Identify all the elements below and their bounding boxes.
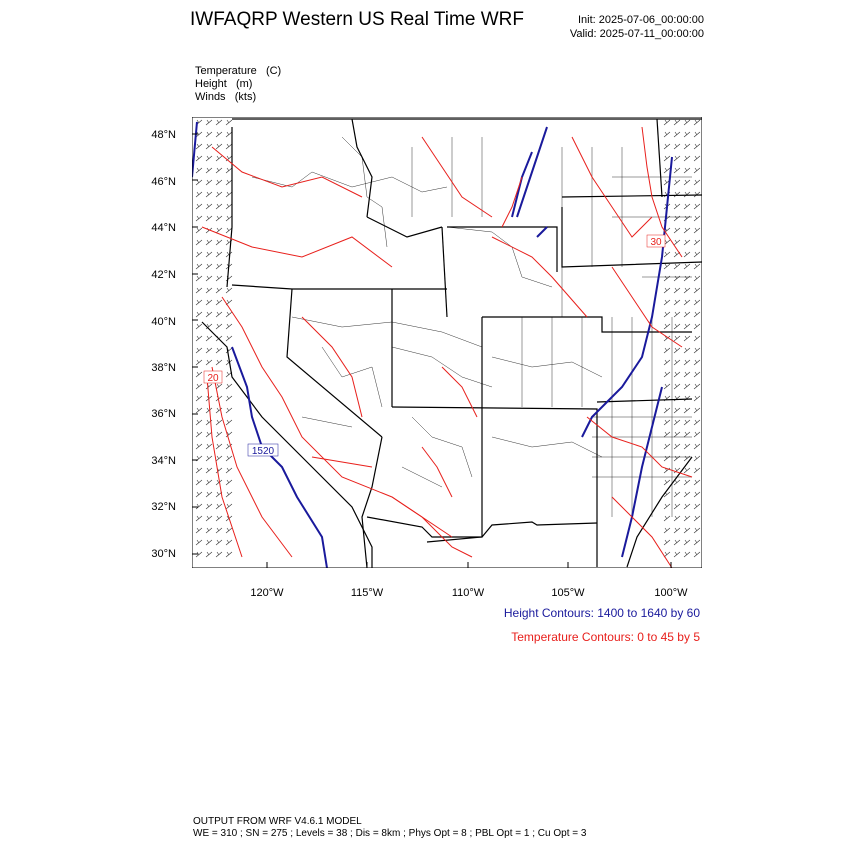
lon-label: 110°W xyxy=(451,587,485,599)
lat-label: 48°N xyxy=(151,129,176,141)
height-legend: Height Contours: 1400 to 1640 by 60 xyxy=(503,606,700,620)
temp-label-20: 20 xyxy=(207,373,219,384)
lat-label: 36°N xyxy=(151,408,176,420)
lon-label: 105°W xyxy=(551,587,585,599)
lat-label: 40°N xyxy=(151,316,176,328)
footer-model: OUTPUT FROM WRF V4.6.1 MODEL xyxy=(193,816,362,827)
weather-map xyxy=(192,117,702,568)
lat-label: 30°N xyxy=(151,548,176,560)
temp-label-30: 30 xyxy=(650,237,662,248)
height-label-1520: 1520 xyxy=(251,446,275,457)
lat-label: 44°N xyxy=(151,222,176,234)
field-winds: Winds (kts) xyxy=(195,91,257,103)
time-info xyxy=(570,13,704,41)
field-temperature: Temperature (C) xyxy=(195,65,282,77)
valid-time: Valid: 2025-07-11_00:00:00 xyxy=(569,28,704,40)
lon-label: 115°W xyxy=(350,587,384,599)
field-height: Height (m) xyxy=(195,78,253,90)
footer-config: WE = 310 ; SN = 275 ; Levels = 38 ; Dis = 8km ; Phys Opt = 8 ; PBL Opt = 1 ; Cu Opt = 3 xyxy=(193,828,587,839)
chart-title: IWFAQRP Western US Real Time WRF xyxy=(190,9,524,30)
lat-label: 38°N xyxy=(151,362,176,374)
lat-label: 42°N xyxy=(151,269,176,281)
init-time: Init: 2025-07-06_00:00:00 xyxy=(578,14,704,26)
lon-label: 100°W xyxy=(654,587,688,599)
lat-label: 34°N xyxy=(151,455,176,467)
temperature-legend: Temperature Contours: 0 to 45 by 5 xyxy=(511,630,700,644)
lat-label: 32°N xyxy=(151,501,176,513)
lat-label: 46°N xyxy=(151,176,176,188)
lon-label: 120°W xyxy=(250,587,284,599)
